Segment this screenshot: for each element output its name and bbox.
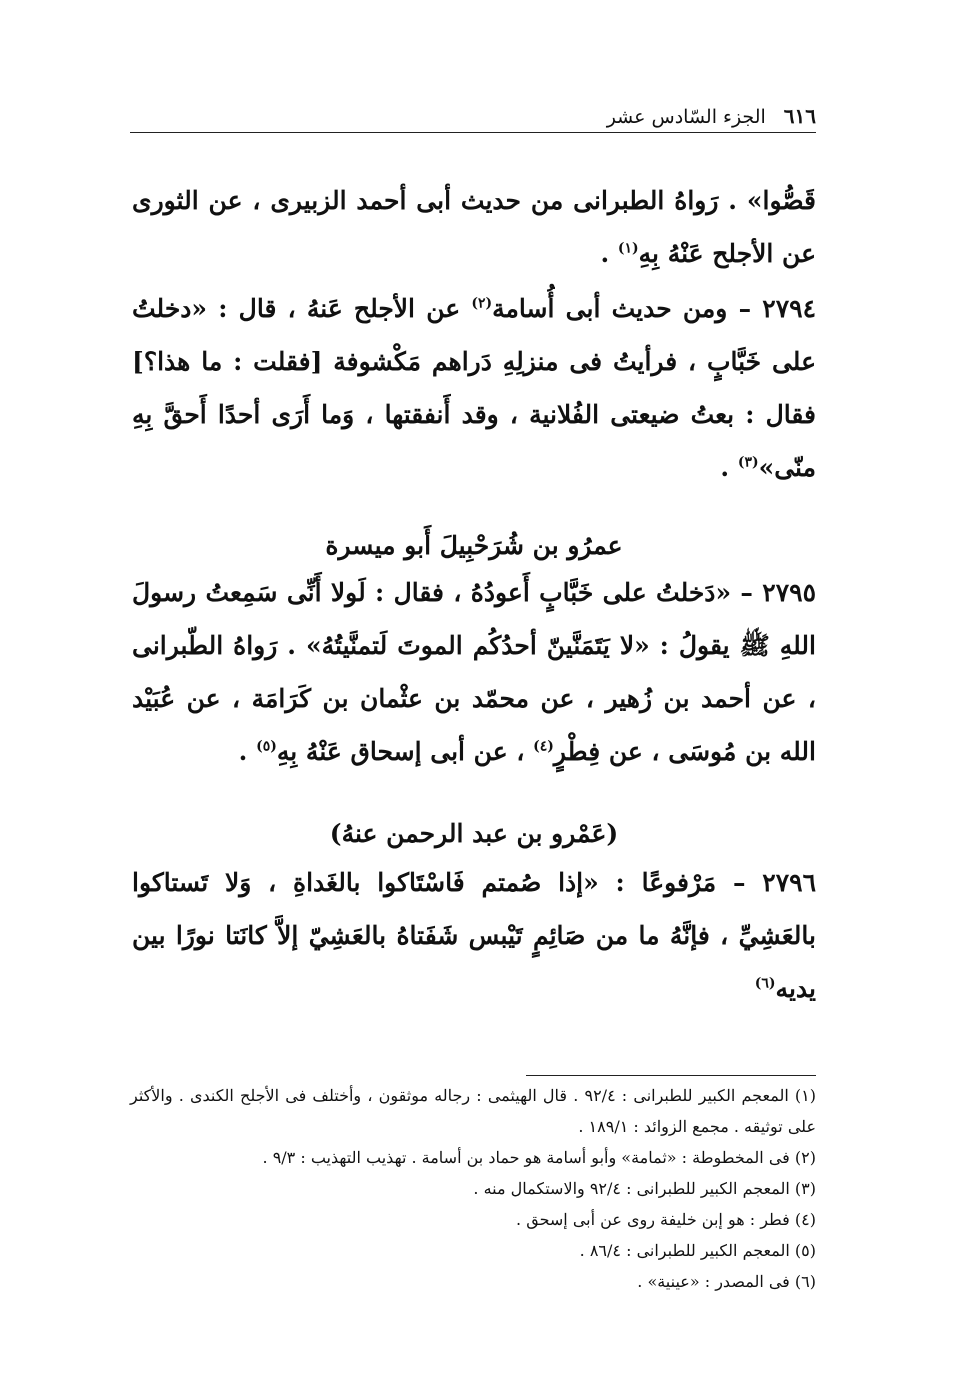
- text-run: – مَرْفوعًا : «إذا صُمتم فَاسْتَاكوا بالغَداةِ ، وَلا تَستاكوا بالعَشِيِّ ، فإنَّهُ ما من صَائِمٍ تَيْبس شَفَتاهُ بالعَشِيّ إلاَّ كانَتا نورًا بين يديه: [132, 868, 816, 1003]
- footnote-ref: (٦): [754, 975, 776, 992]
- hadith-number: ٢٧٩٦: [762, 868, 816, 897]
- text-run: .: [720, 453, 738, 482]
- footnote: (٣) المعجم الكبير للطبرانى : ٩٢/٤ والاستكمال منه .: [473, 1179, 816, 1198]
- hadith-2796: [132, 856, 816, 1015]
- footnotes: [130, 1080, 816, 1297]
- footnote-ref: (٥): [256, 738, 277, 755]
- hadith-2795: [132, 566, 816, 778]
- section-amr-abdulrahman: [132, 856, 816, 1015]
- footnote: (١) المعجم الكبير للطبرانى : ٩٢/٤ . قال الهيثمى : رجاله موثقون ، وأختلف فى الأجلح الكندى . والأكثر على توثيقه . مجمع الزوائد : ١٨٩/١ .: [130, 1086, 817, 1136]
- footnote-ref: (٣): [737, 454, 759, 471]
- footnote: (٥) المعجم الكبير للطبرانى : ٨٦/٤ .: [579, 1241, 816, 1260]
- hadith-2794: [132, 282, 816, 494]
- paragraph: [132, 174, 816, 280]
- footnote: (٢) فى المخطوطة : «ثمامة» وأبو أسامة هو حماد بن أسامة . تهذيب التهذيب : ٩/٣ .: [262, 1148, 816, 1167]
- text-run: عن الأجلح عَنهُ ، قال : «دخلتُ على خَبَّابٍ ، فرأيتُ فى منزلِهِ دَراهم مَكْشوفة [فقلت : ما هذا؟] فقال : بعتُ ضيعتى الفُلانية ، وقد أَنفقتها ، وَما أَرَى أحدًا أَحقَّ بِهِ منّى»: [132, 294, 816, 482]
- footnote: (٦) فى المصدر : «عينية» .: [637, 1272, 816, 1291]
- section-heading: عمرُو بن شُرَحْبِيلَ أَبو ميسرة: [325, 531, 623, 560]
- text-run: – «دَخلتُ على خَبَّابٍ أَعودُهُ ، فقال : لَولا أَنِّى سَمِعتُ رسولَ اللهِ ﷺ يقولُ : «لا يَتَمَنَّينّ أحدُكُم الموتَ لَتمنَّيتُهُ» . رَواهُ الطّبرانى ، عن أحمد بن زُهير ، عن محمّد بن عثْمان بن كَرَامَة ، عن عُبَيْد الله بن مُوسَى ، عن فِطْرٍ: [132, 578, 816, 766]
- hadith-number: ٢٧٩٤: [762, 294, 816, 323]
- text-run: .: [238, 737, 257, 766]
- running-header: [130, 98, 816, 128]
- page-number: ٦١٦: [783, 104, 816, 128]
- text-run: قَصُّوا» . رَواهُ الطبرانى من حديث أبى أحمد الزبيرى ، عن الثورى عن الأجلح عَنْهُ بِهِ: [132, 186, 816, 268]
- header-rule: [130, 132, 816, 133]
- section-amr-shurahbil: [132, 566, 816, 778]
- footnote-ref: (٢): [471, 295, 493, 312]
- footnote-rule: [526, 1075, 816, 1076]
- section-intro: [132, 174, 816, 494]
- footnote-ref: (١): [617, 240, 639, 257]
- text-run: – ومن حديث أبى أُسامة: [492, 294, 763, 323]
- footnote: (٤) فطر : هو إبن خليفة روى عن أبى إسحق .: [516, 1210, 816, 1229]
- running-title: الجزء السّادس عشر: [606, 106, 766, 128]
- section-heading: (عَمْرو بن عبد الرحمن عنهُ): [329, 819, 619, 848]
- footnote-ref: (٤): [533, 738, 554, 755]
- text-run: ، عن أبى إسحاق عَنْهُ بِهِ: [276, 737, 534, 766]
- hadith-number: ٢٧٩٥: [762, 578, 816, 607]
- text-run: .: [600, 239, 618, 268]
